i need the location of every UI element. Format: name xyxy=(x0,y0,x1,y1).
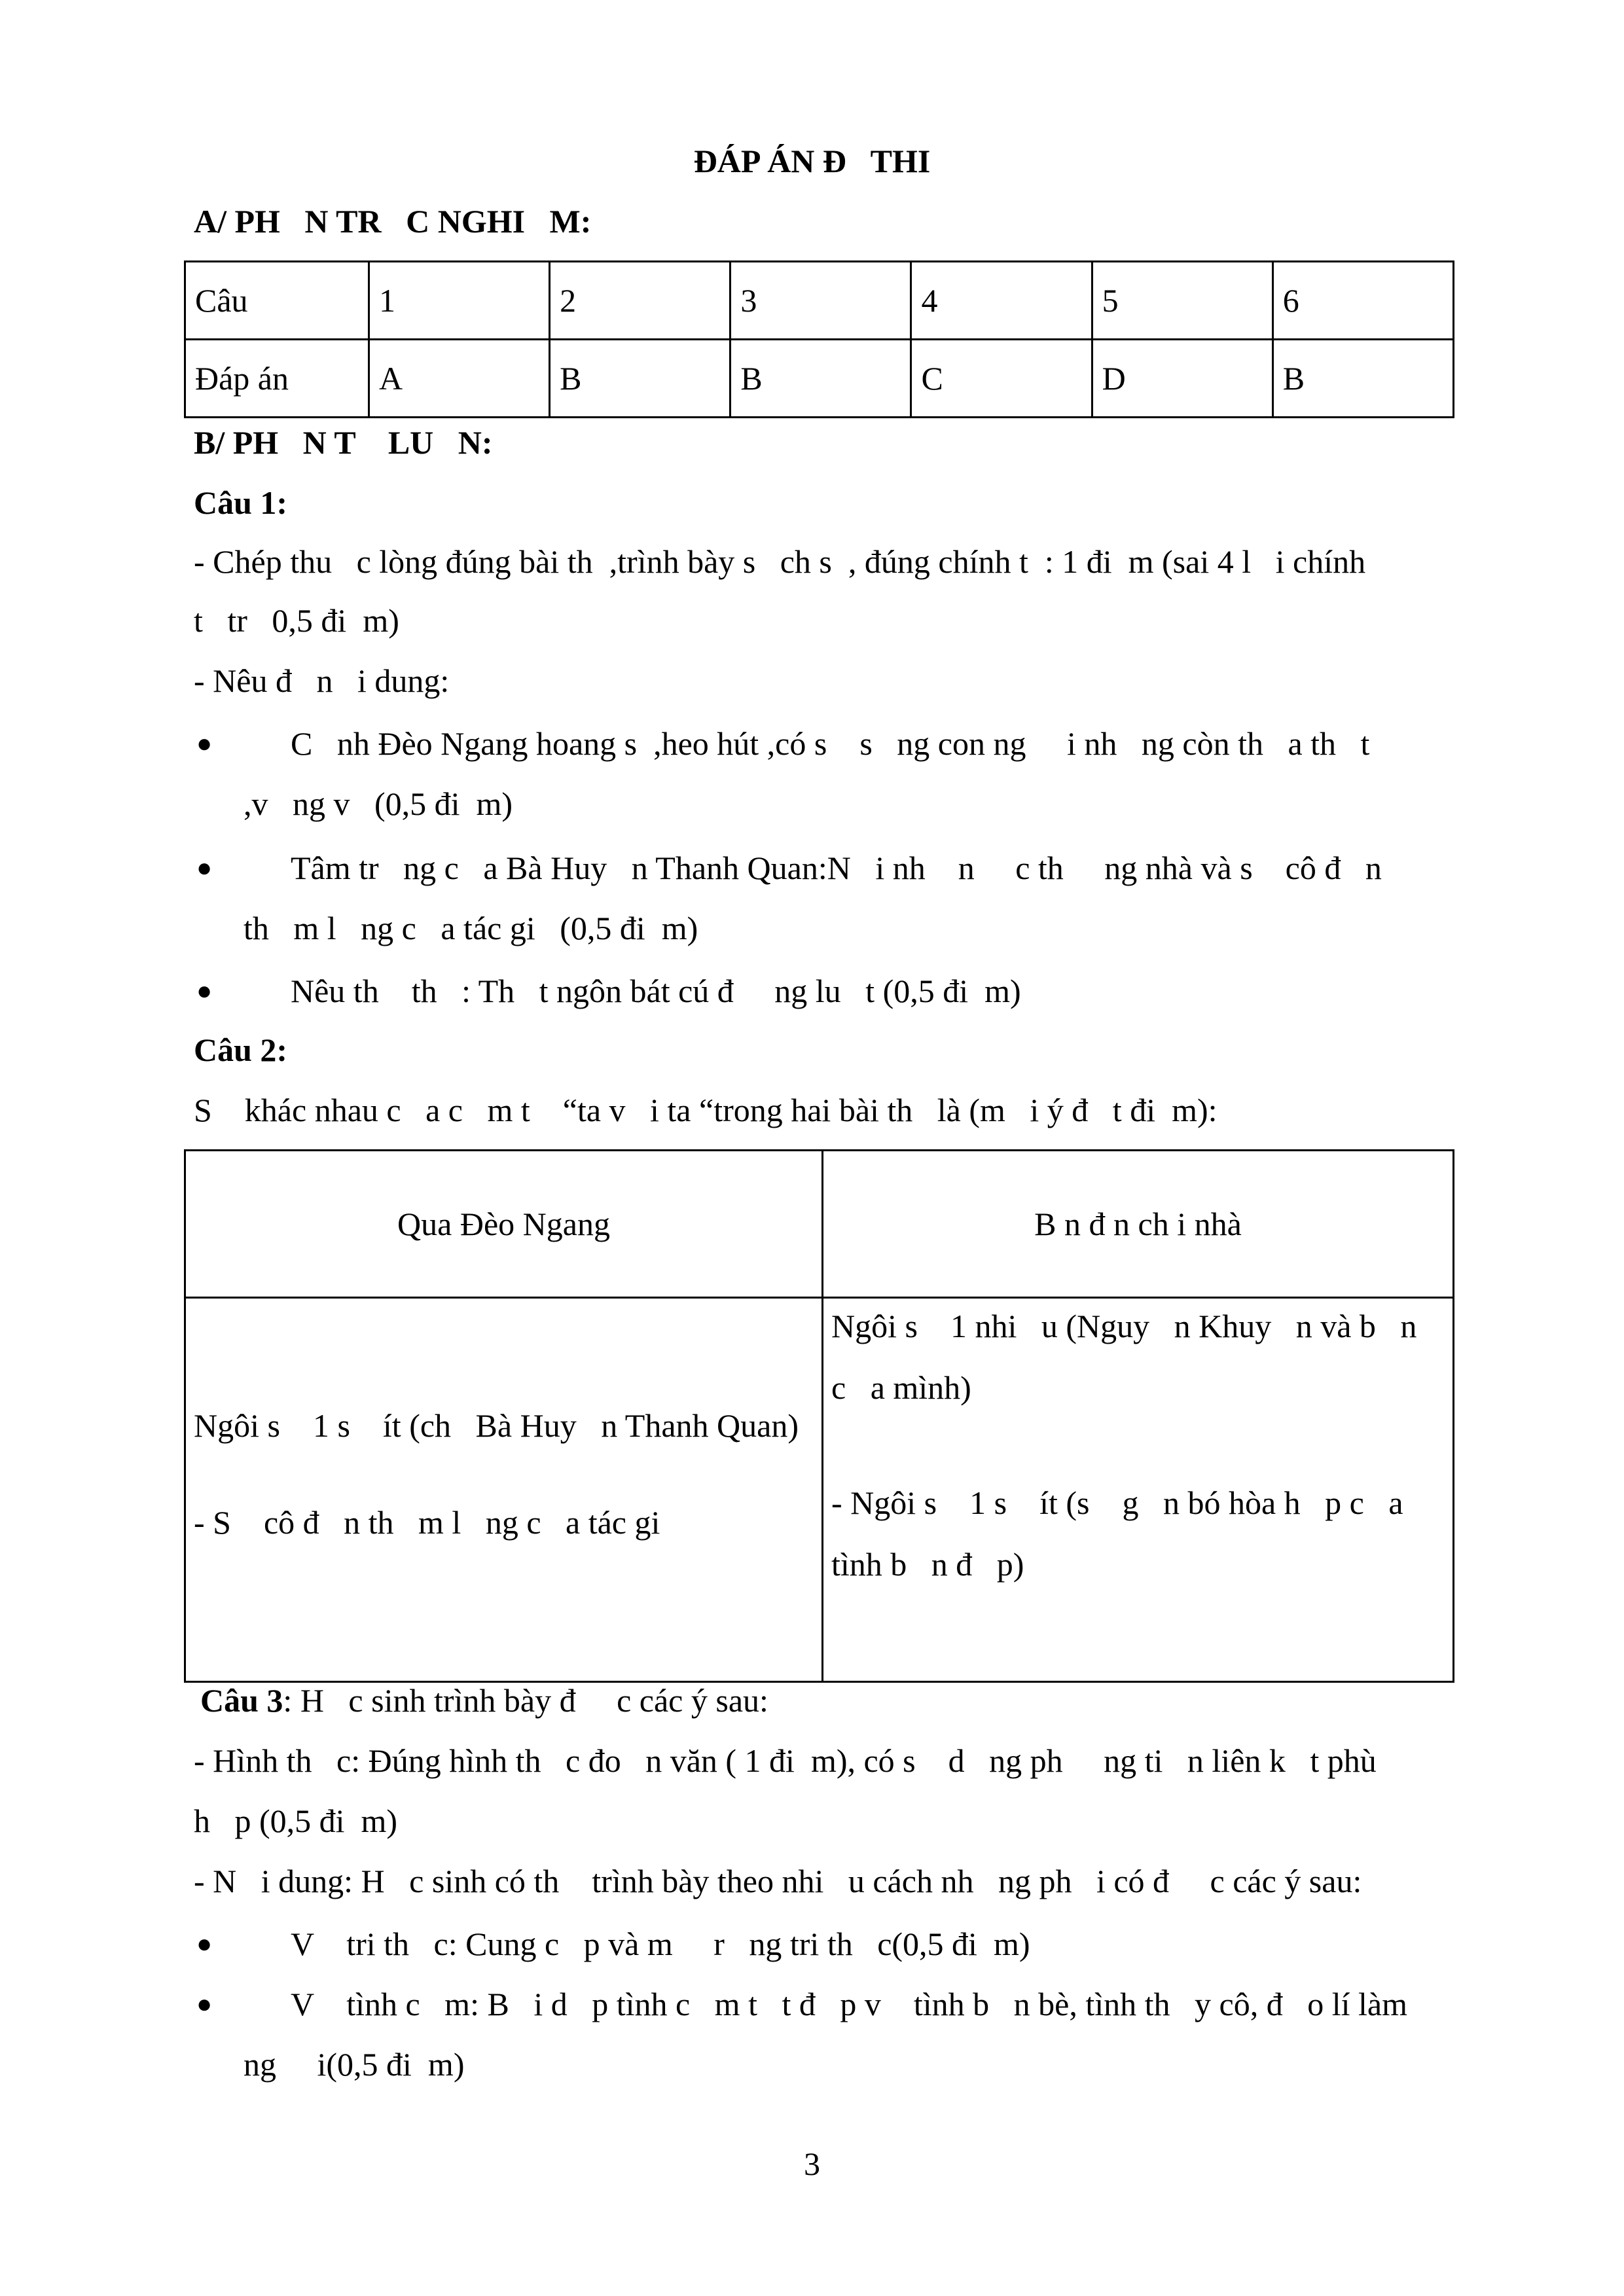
question-1-line: - Chép thu c lòng đúng bài th ,trình bày s ch s , đúng chính t : 1 đi m (sai 4 l i chính xyxy=(194,543,1366,580)
answer-table-header-row xyxy=(185,262,1454,340)
table-cell: 6 xyxy=(1272,262,1453,340)
question-1-bullet: Nêu th th : Th t ngôn bát cú đ ng lu t (0,5 đi m) xyxy=(291,973,1021,1009)
question-2-label: Câu 2: xyxy=(194,1031,288,1068)
question-1-bullet: th m l ng c a tác gi (0,5 đi m) xyxy=(244,910,698,946)
question-3-intro-text: : H c sinh trình bày đ c các ý sau: xyxy=(283,1682,768,1719)
question-3-bullet: V tri th c: Cung c p và m r ng tri th c(0,5 đi m) xyxy=(291,1926,1030,1962)
cell-text: Ngôi s 1 s ít (ch Bà Huy n Thanh Quan) xyxy=(194,1407,799,1444)
answer-table xyxy=(184,260,1454,418)
question-1-bullet: C nh Đèo Ngang hoang s ,heo hút ,có s s ng con ng i nh ng còn th a th t xyxy=(291,725,1370,762)
comparison-table xyxy=(184,1149,1454,1683)
bullet-icon: ● xyxy=(196,976,213,1005)
comparison-table-header-row xyxy=(185,1151,1454,1298)
table-cell: D xyxy=(1092,340,1272,418)
comparison-table-body-row xyxy=(185,1298,1454,1682)
answer-table-answer-row xyxy=(185,340,1454,418)
question-3-line: - N i dung: H c sinh có th trình bày theo nhi u cách nh ng ph i có đ c các ý sau: xyxy=(194,1863,1362,1899)
question-1-line: - Nêu đ n i dung: xyxy=(194,662,450,699)
table-cell: A xyxy=(369,340,550,418)
question-3-bullet: ng i(0,5 đi m) xyxy=(244,2046,465,2083)
question-1-bullet: ,v ng v (0,5 đi m) xyxy=(244,785,513,822)
question-1-bullet: Tâm tr ng c a Bà Huy n Thanh Quan:N i nh n c th ng nhà và s cô đ n xyxy=(291,850,1382,886)
question-2-intro: S khác nhau c a c m t “ta v i ta “trong hai bài th là (m i ý đ t đi m): xyxy=(194,1092,1218,1128)
table-cell xyxy=(185,1298,823,1682)
table-cell: 5 xyxy=(1092,262,1272,340)
cell-text: tình b n đ p) xyxy=(831,1546,1024,1583)
table-cell: B xyxy=(731,340,911,418)
question-3-line: - Hình th c: Đúng hình th c đo n văn ( 1 đi m), có s d ng ph ng ti n liên k t phù xyxy=(194,1742,1377,1779)
table-cell: Câu xyxy=(185,262,369,340)
table-cell: 4 xyxy=(911,262,1092,340)
table-cell: C xyxy=(911,340,1092,418)
section-a-heading: A/ PH N TR C NGHI M: xyxy=(194,203,592,240)
question-3-intro xyxy=(200,1681,768,1720)
table-cell xyxy=(823,1298,1454,1682)
cell-text: - Ngôi s 1 s ít (s g n bó hòa h p c a xyxy=(831,1484,1403,1521)
cell-text: Ngôi s 1 nhi u (Nguy n Khuy n và b n xyxy=(831,1308,1417,1344)
question-3-line: h p (0,5 đi m) xyxy=(194,1803,398,1839)
table-header-cell: B n đ n ch i nhà xyxy=(823,1151,1454,1298)
cell-text: - S cô đ n th m l ng c a tác gi xyxy=(194,1504,660,1541)
bullet-icon: ● xyxy=(196,728,213,758)
table-cell: 2 xyxy=(550,262,731,340)
bullet-icon: ● xyxy=(196,1929,213,1958)
question-1-label: Câu 1: xyxy=(194,484,288,521)
bullet-icon: ● xyxy=(196,853,213,882)
page-title: ĐÁP ÁN Đ THI xyxy=(693,143,931,179)
question-3-bullet: V tình c m: B i d p tình c m t t đ p v tình b n bè, tình th y cô, đ o lí làm xyxy=(291,1986,1407,2022)
table-header-cell: Qua Đèo Ngang xyxy=(185,1151,823,1298)
bullet-icon: ● xyxy=(196,1989,213,2018)
table-cell: 1 xyxy=(369,262,550,340)
table-cell: Đáp án xyxy=(185,340,369,418)
section-b-heading: B/ PH N T LU N: xyxy=(194,424,493,461)
question-1-line: t tr 0,5 đi m) xyxy=(194,602,399,639)
table-cell: B xyxy=(550,340,731,418)
cell-text: c a mình) xyxy=(831,1369,971,1406)
table-cell: B xyxy=(1272,340,1453,418)
table-cell: 3 xyxy=(731,262,911,340)
page-number: 3 xyxy=(804,2145,820,2182)
question-3-label: Câu 3 xyxy=(200,1682,283,1719)
